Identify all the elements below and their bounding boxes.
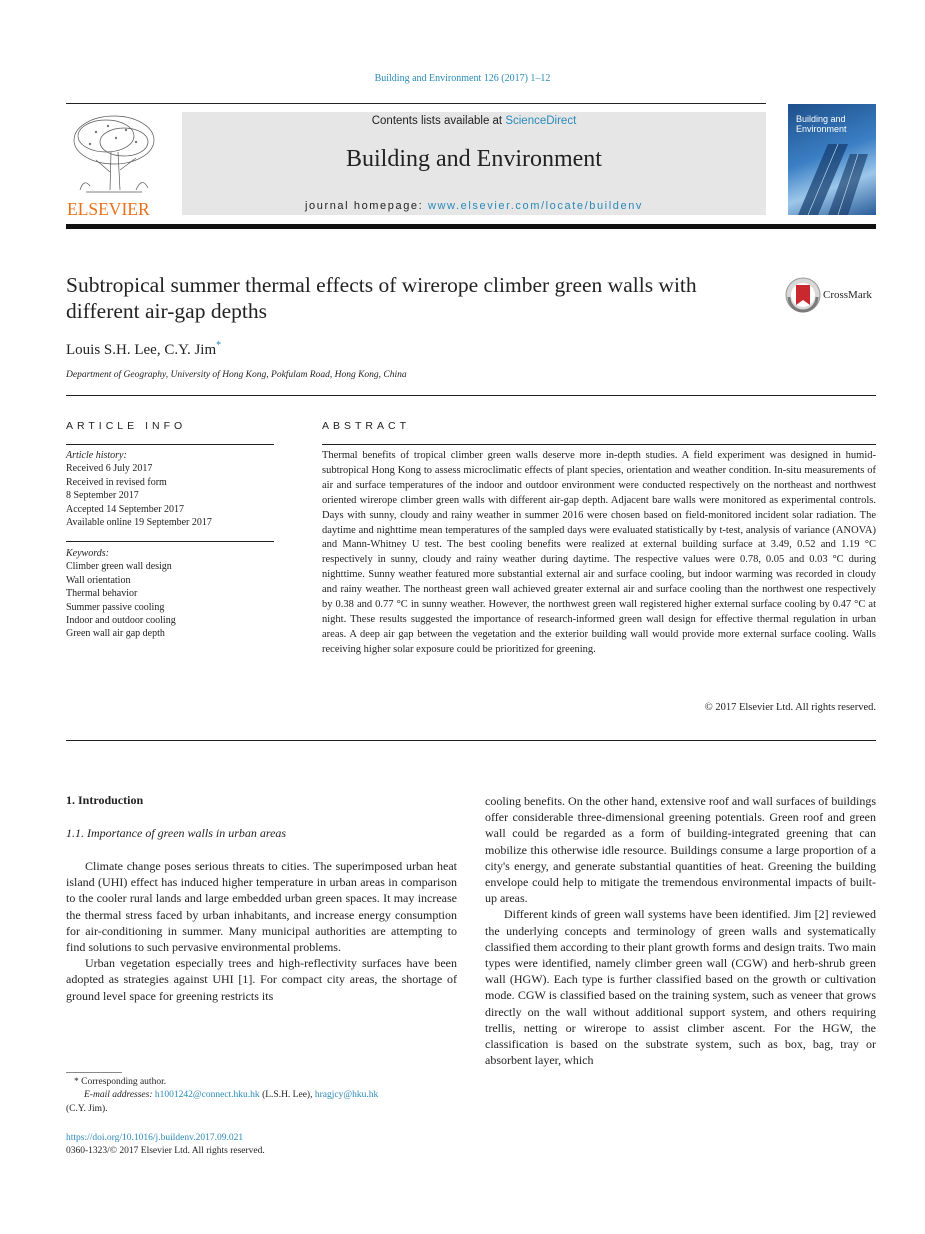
history-item: Available online 19 September 2017 bbox=[66, 517, 212, 529]
keyword-item: Green wall air gap depth bbox=[66, 628, 165, 640]
homepage-prefix: journal homepage: bbox=[304, 200, 428, 212]
elsevier-logo bbox=[66, 112, 160, 218]
body-divider bbox=[66, 740, 876, 741]
body-paragraph: cooling benefits. On the other hand, extensive roof and wall surfaces of buildings offer considerable three-dimensional greening potentials. Green roof and green wall could be regarded as a form of building-integrated greening that can mobilize this otherwise idle resource. Buildings consume a large proportion of a city's energy, and generate substantial quantities of heat. Greening the building envelope could help to mitigate the tremendous environmental impacts of built-up areas. bbox=[485, 794, 876, 906]
email-owner-jim: (C.Y. Jim). bbox=[66, 1103, 108, 1114]
crossmark-icon bbox=[785, 277, 821, 313]
body-column-right bbox=[485, 793, 876, 1068]
history-item: Received 6 July 2017 bbox=[66, 463, 153, 475]
contents-line bbox=[182, 115, 766, 127]
journal-reference[interactable]: Building and Environment 126 (2017) 1–12 bbox=[374, 73, 551, 84]
history-item: Accepted 14 September 2017 bbox=[66, 503, 185, 515]
body-paragraph: Urban vegetation especially trees and high-reflectivity surfaces have been adopted as strategies against UHI [1]. For compact city areas, the shortage of ground level space for greening restricts its bbox=[66, 956, 457, 1003]
email-link-jim[interactable]: hragjcy@hku.hk bbox=[314, 1090, 379, 1101]
homepage-line bbox=[182, 200, 766, 212]
sciencedirect-link[interactable]: ScienceDirect bbox=[505, 115, 577, 127]
keywords-rule bbox=[66, 541, 274, 542]
keyword-item: Indoor and outdoor cooling bbox=[66, 615, 176, 627]
body-paragraph: Climate change poses serious threats to cities. The superimposed urban heat island (UHI) effect has induced higher temperature in urban areas in comparison to the cooler rural lands and large embedded urban green spaces. It may increase the thermal stress faced by urban inhabitants, and increase energy consumption for air-conditioning in summer. Many municipal authorities are attempting to find solutions to such pervasive environmental problems. bbox=[66, 859, 457, 955]
corresponding-author-mark[interactable]: * bbox=[216, 340, 222, 351]
journal-banner bbox=[182, 112, 766, 215]
doi-link[interactable]: https://doi.org/10.1016/j.buildenv.2017.09.021 bbox=[66, 1133, 244, 1143]
body-paragraph: Different kinds of green wall systems have been identified. Jim [2] reviewed the underlying concepts and terminology of green walls and systematically classified them according to their plant growth forms and design traits. Two main types were identified, namely climber green wall (CGW) and herb-shrub green wall (HGW). Each type is further classified based on the growth or cultivation mode. CGW is classified based on the training system, such as veneer that grows directly on the wall without additional support system, and others requiring trellis, netting or wirerope to assist climber ascent. For the HGW, the classification is based on the substrate system, such as box, bag, tray or absorbent layer, which bbox=[485, 907, 876, 1068]
abstract-heading: ABSTRACT bbox=[322, 420, 411, 432]
issn-line: 0360-1323/© 2017 Elsevier Ltd. All rights reserved. bbox=[66, 1146, 265, 1156]
subsection-heading: 1.1. Importance of green walls in urban areas bbox=[66, 826, 287, 840]
body-column-left bbox=[66, 858, 457, 1004]
history-item: Received in revised form bbox=[66, 476, 167, 488]
cover-title: Building and Environment bbox=[796, 114, 847, 134]
article-title: Subtropical summer thermal effects of wirerope climber green walls with different air-gap depths bbox=[66, 273, 697, 323]
keyword-item: Climber green wall design bbox=[66, 561, 172, 573]
footnote-rule bbox=[66, 1072, 122, 1073]
keywords-label: Keywords: bbox=[66, 548, 109, 559]
article-history bbox=[66, 449, 276, 529]
article-info-rule bbox=[66, 444, 274, 445]
doi-block bbox=[66, 1132, 265, 1158]
article-info-heading: ARTICLE INFO bbox=[66, 420, 187, 432]
keyword-item: Summer passive cooling bbox=[66, 601, 165, 613]
history-item: 8 September 2017 bbox=[66, 490, 139, 502]
journal-title: Building and Environment bbox=[346, 146, 602, 172]
header-thick-divider bbox=[66, 224, 876, 229]
authors bbox=[66, 340, 221, 359]
author-names: Louis S.H. Lee, C.Y. Jim bbox=[66, 342, 217, 358]
journal-cover-image[interactable] bbox=[788, 104, 876, 215]
abstract-rule bbox=[322, 444, 876, 445]
keywords bbox=[66, 547, 276, 641]
homepage-link[interactable]: www.elsevier.com/locate/buildenv bbox=[427, 200, 644, 212]
crossmark-label[interactable]: CrossMark bbox=[823, 289, 872, 301]
keyword-item: Thermal behavior bbox=[66, 588, 138, 600]
email-link-lee[interactable]: h1001242@connect.hku.hk bbox=[154, 1090, 260, 1101]
contents-prefix: Contents lists available at bbox=[371, 115, 506, 127]
corresponding-author-note: * Corresponding author. bbox=[74, 1077, 167, 1087]
email-label: E-mail addresses: bbox=[84, 1090, 153, 1101]
email-owner-lee: (L.S.H. Lee), bbox=[262, 1090, 313, 1101]
history-label: Article history: bbox=[66, 450, 127, 461]
top-divider bbox=[66, 103, 766, 104]
abstract-copyright: © 2017 Elsevier Ltd. All rights reserved. bbox=[704, 702, 876, 713]
info-divider bbox=[66, 395, 876, 396]
keyword-item: Wall orientation bbox=[66, 574, 131, 586]
affiliation: Department of Geography, University of Hong Kong, Pokfulam Road, Hong Kong, China bbox=[66, 370, 407, 380]
elsevier-wordmark: ELSEVIER bbox=[67, 199, 150, 218]
abstract-text: Thermal benefits of tropical climber green walls deserve more in-depth studies. A field experiment was designed in humid-subtropical Hong Kong to assess microclimatic effects of plant species, orientation and weather condition. In-situ measurements of air and surface temperatures of the indoor and outdoor environment were conducted respectively on the northeast and northwest oriented wirerope climber green walls with different air-gap depth. Adjacent bare walls were monitored as experimental controls. Days with sunny, cloudy and rainy weather in summer 2016 were chosen based on field-monitored incident solar radiation. The daytime and nighttime mean temperatures of the sampled days were evaluated statistically by t-test, analysis of variance (ANOVA) and Mann-Whitney U test. The best cooling benefits were realized at external building surface at 3.49, 0.52 and 1.19 °C respectively in sunny, cloudy and rainy weather during daytime. The respective values were 0.78, 0.05 and 0.03 °C during nighttime. Sunny weather featured more substantial external air and surface cooling, but indoor warming was recorded in cloudy and rainy weather. The northeast green wall achieved greater external air and surface cooling than the northwest one respectively by 0.38 and 0.77 °C in sunny weather. However, the northwest green wall registered higher external surface cooling by 0.47 °C at night. These results suggested the importance of research-informed green wall design for effective thermal regulation in urban areas. A deep air gap between the vegetation and the exterior building wall would provide more external surface cooling. Walls receiving higher solar exposure could be prioritized for greening. bbox=[322, 450, 876, 655]
footnote bbox=[66, 1076, 457, 1116]
section-heading: 1. Introduction bbox=[66, 793, 144, 807]
elsevier-tree-icon bbox=[66, 112, 160, 218]
